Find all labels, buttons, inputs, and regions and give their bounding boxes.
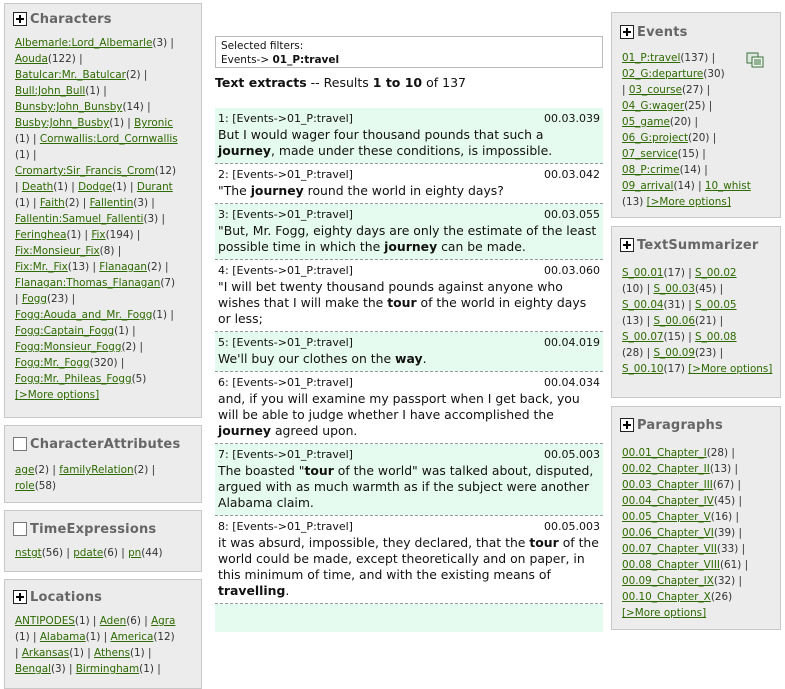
facet-link[interactable]: 10_whist	[704, 180, 751, 192]
facet-link[interactable]: 00.09_Chapter_IX	[622, 575, 714, 587]
facet-link[interactable]: Birmingham	[75, 663, 140, 675]
facet-link[interactable]: Fix:Monsieur_Fix	[15, 245, 100, 257]
result-ref: 00.03.055	[544, 208, 600, 221]
result-item-partial[interactable]	[215, 604, 603, 632]
filter-value: 01_P:travel	[272, 54, 340, 66]
facet-link[interactable]: 00.06_Chapter_VI	[622, 527, 714, 539]
result-tag: [Events->01_P:travel]	[232, 520, 353, 533]
facet-link[interactable]: S_00.08	[695, 331, 737, 343]
facet-count: (1)	[109, 117, 124, 129]
result-ref: 00.04.034	[544, 376, 600, 389]
facet-count: (1)	[15, 631, 30, 643]
facet-link[interactable]: age	[15, 464, 35, 476]
facet-count: (1)	[139, 663, 154, 675]
result-keyword: travelling	[218, 583, 286, 598]
facet-link[interactable]: Fallentin	[89, 197, 134, 209]
events-header[interactable]	[612, 22, 780, 42]
facet-link[interactable]: Athens	[94, 647, 130, 659]
facet-count: (67)	[712, 479, 735, 491]
result-item[interactable]	[215, 516, 603, 604]
facet-count: (15)	[663, 331, 685, 343]
facet-count: (8)	[99, 245, 115, 257]
text-summarizer-panel	[611, 226, 781, 398]
facet-count: (6)	[126, 615, 141, 627]
facet-count: (39)	[713, 527, 736, 539]
more-options-link[interactable]: [>More options]	[688, 363, 773, 375]
facet-link[interactable]: Fogg	[21, 293, 47, 305]
facet-count: (13)	[67, 261, 90, 273]
facet-count: (2)	[133, 464, 149, 476]
facet-count: (1)	[112, 181, 127, 193]
character-attributes-header[interactable]	[5, 434, 201, 454]
result-text: .	[422, 351, 427, 366]
facet-link[interactable]: role	[15, 480, 35, 492]
time-expressions-list: nstgt(56) | pdate(6) | pn(44)	[15, 547, 163, 559]
facet-link[interactable]: Alabama	[39, 631, 86, 643]
facet-count: (56)	[41, 547, 64, 559]
facet-link[interactable]: Durant	[136, 181, 173, 193]
facet-link[interactable]: familyRelation	[59, 464, 134, 476]
selected-filters-box	[215, 36, 603, 68]
panel-title: Paragraphs	[637, 417, 723, 433]
result-number: 4:	[218, 264, 229, 277]
facet-link[interactable]: nstgt	[15, 547, 42, 559]
results-total: 137	[442, 75, 466, 90]
results-range: 1 to 10	[372, 75, 423, 90]
character-attributes-panel	[4, 425, 202, 503]
facet-link[interactable]: Fallentin:Samuel_Fallenti	[15, 213, 144, 225]
result-keyword: journey	[250, 183, 304, 198]
plus-box-icon[interactable]	[620, 25, 634, 39]
result-ref: 00.04.019	[544, 336, 600, 349]
facet-count: (13)	[709, 463, 732, 475]
result-number: 1:	[218, 112, 229, 125]
facet-count: (3)	[133, 197, 148, 209]
result-tag: [Events->01_P:travel]	[232, 336, 353, 349]
facet-link[interactable]: Fogg:Captain_Fogg	[15, 325, 115, 337]
facet-link[interactable]: Death	[21, 181, 54, 193]
result-item[interactable]	[215, 444, 603, 516]
panel-title: Characters	[30, 11, 112, 27]
facet-link[interactable]: Fix	[91, 229, 106, 241]
paragraphs-list: 00.01_Chapter_I(28) | 00.02_Chapter_II(13) | 00.03_Chapter_III(67) | 00.04_Chapter_IV(45) | 00.05_Chapter_V(16) | 00.06_Chapter_VI(39) | 00.07_Chapter_VII(33) | 00.08_Chapter_VIII(61) | 00.09_Chapter_IX(32) | 00.10_Chapter_X(26) [>More options]	[622, 447, 749, 619]
panel-title: Events	[637, 24, 688, 40]
facet-count: (1)	[15, 133, 30, 145]
facet-count: (2)	[64, 197, 80, 209]
result-ref: 00.03.039	[544, 112, 600, 125]
facet-count: (28)	[706, 447, 729, 459]
characters-panel	[4, 3, 202, 418]
facet-link[interactable]: Albemarle:Lord_Albemarle	[15, 37, 153, 49]
panel-title: Locations	[30, 589, 103, 605]
facet-count: (5)	[131, 373, 147, 385]
facet-count: (1)	[85, 85, 100, 97]
facet-count: (13)	[622, 196, 644, 208]
facet-link[interactable]: Agra	[151, 615, 176, 627]
character-attributes-list: age(2) | familyRelation(2) | role(58)	[15, 464, 156, 492]
facet-count: (23)	[695, 347, 717, 359]
facet-count: (14)	[679, 164, 701, 176]
result-keyword: tour	[387, 295, 417, 310]
panel-title: TextSummarizer	[637, 237, 759, 253]
facet-count: (27)	[681, 84, 704, 96]
result-tag: [Events->01_P:travel]	[232, 168, 353, 181]
facet-count: (7)	[160, 277, 176, 289]
facet-link[interactable]: S_00.05	[695, 299, 737, 311]
facet-count: (33)	[716, 543, 739, 555]
facet-link[interactable]: 00.04_Chapter_IV	[622, 495, 714, 507]
facet-link[interactable]: S_00.01	[622, 267, 664, 279]
empty-box-icon[interactable]	[13, 522, 27, 536]
filter-prefix: Events->	[221, 54, 270, 66]
result-text: .	[285, 583, 290, 598]
facet-link[interactable]: Bunsby:John_Bunsby	[15, 101, 123, 113]
facet-link[interactable]: 00.08_Chapter_VIII	[622, 559, 720, 571]
facet-link[interactable]: Fogg:Mr._Phileas_Fogg	[15, 373, 132, 385]
locations-header[interactable]	[5, 587, 201, 607]
result-ref: 00.05.003	[544, 520, 600, 533]
result-text: of the world in eighty days or less;	[218, 295, 587, 326]
more-options-link[interactable]: [>More options]	[646, 196, 731, 208]
facet-link[interactable]: pdate	[73, 547, 104, 559]
export-icon[interactable]	[746, 52, 764, 68]
events-panel	[611, 12, 781, 218]
facet-count: (2)	[34, 464, 50, 476]
facet-count: (194)	[105, 229, 134, 241]
facet-count: (320)	[89, 357, 118, 369]
facet-count: (3)	[50, 663, 66, 675]
facet-count: (30)	[703, 68, 725, 80]
facet-count: (1)	[130, 647, 145, 659]
result-tag: [Events->01_P:travel]	[232, 264, 353, 277]
facet-link[interactable]: Arkansas	[21, 647, 70, 659]
result-number: 8:	[218, 520, 229, 533]
facet-count: (1)	[15, 197, 30, 209]
facet-link[interactable]: 01_P:travel	[622, 52, 681, 64]
facet-link[interactable]: 03_course	[628, 84, 682, 96]
panel-title: CharacterAttributes	[30, 436, 181, 452]
result-number: 6:	[218, 376, 229, 389]
facet-link[interactable]: S_00.06	[653, 315, 695, 327]
facet-link[interactable]: 05_game	[622, 116, 670, 128]
facet-link[interactable]: 00.05_Chapter_V	[622, 511, 711, 523]
facet-link[interactable]: Fogg:Monsieur_Fogg	[15, 341, 122, 353]
text-summarizer-header[interactable]	[612, 235, 780, 255]
facet-link[interactable]: S_00.07	[622, 331, 664, 343]
plus-box-icon[interactable]	[620, 418, 634, 432]
facet-count: (2)	[146, 261, 162, 273]
facet-count: (10)	[622, 283, 644, 295]
result-keyword: way	[395, 351, 423, 366]
result-text: it was absurd, impossible, they declared, that the	[218, 535, 530, 550]
result-text: can be made.	[437, 239, 526, 254]
result-ref: 00.03.042	[544, 168, 600, 181]
results-of: of	[422, 75, 443, 90]
result-text: , made under these conditions, is impossible.	[271, 143, 553, 158]
facet-link[interactable]: Bull:John_Bull	[15, 85, 86, 97]
result-tag: [Events->01_P:travel]	[232, 208, 353, 221]
facet-count: (1)	[66, 229, 82, 241]
facet-count: (14)	[122, 101, 144, 113]
plus-box-icon[interactable]	[13, 590, 27, 604]
result-item[interactable]	[215, 108, 603, 164]
facet-count: (3)	[143, 213, 159, 225]
events-list: 01_P:travel(137) | 02_G:departure(30) | 03_course(27) | 04_G:wager(25) | 05_game(20) | 06_G:project(20) | 07_service(15) | 08_P:crime(14) | 09_arrival(14) | 10_whist (13) [>More options]	[622, 52, 751, 208]
facet-count: (28)	[622, 347, 644, 359]
facet-count: (16)	[710, 511, 733, 523]
facet-count: (26)	[710, 591, 733, 603]
result-item[interactable]	[215, 164, 603, 204]
text-summarizer-list: S_00.01(17) | S_00.02 (10) | S_00.03(45) | S_00.04(31) | S_00.05 (13) | S_00.06(21) | S_00.07(15) | S_00.08 (28) | S_00.09(23) | S_00.10(17) [>More options]	[622, 267, 773, 375]
facet-link[interactable]: Bengal	[15, 663, 51, 675]
facet-count: (2)	[125, 69, 141, 81]
facet-count: (1)	[15, 149, 30, 161]
result-number: 5:	[218, 336, 229, 349]
facet-link[interactable]: Fogg:Aouda_and_Mr._Fogg	[15, 309, 153, 321]
facet-link[interactable]: ANTIPODES	[15, 615, 75, 627]
result-keyword: journey	[218, 143, 271, 158]
facet-count: (1)	[85, 631, 101, 643]
facet-count: (13)	[622, 315, 644, 327]
plus-box-icon[interactable]	[620, 238, 634, 252]
result-text: of the world could be made, except theoretically and on paper, in this minimum of time, and with the existing means of	[218, 535, 599, 582]
facet-count: (32)	[713, 575, 736, 587]
result-tag: [Events->01_P:travel]	[232, 448, 353, 461]
facet-link[interactable]: S_00.10	[622, 363, 664, 375]
facet-link[interactable]: Fogg:Mr._Fogg	[15, 357, 90, 369]
facet-link[interactable]: Aouda	[15, 53, 48, 65]
facet-link[interactable]: Cromarty:Sir_Francis_Crom	[15, 165, 155, 177]
more-options-link[interactable]: [>More options]	[15, 389, 100, 401]
facet-link[interactable]: Busby:John_Busby	[15, 117, 110, 129]
facet-count: (12)	[154, 165, 177, 177]
facet-count: (23)	[46, 293, 69, 305]
results-list	[215, 108, 603, 632]
facet-count: (122)	[47, 53, 76, 65]
facet-link[interactable]: 09_arrival	[622, 180, 674, 192]
result-ref: 00.05.003	[544, 448, 600, 461]
facet-link[interactable]: Faith	[39, 197, 65, 209]
result-ref: 00.03.060	[544, 264, 600, 277]
facet-count: (12)	[153, 631, 175, 643]
result-text: "The	[218, 183, 251, 198]
facet-link[interactable]: 00.10_Chapter_X	[622, 591, 711, 603]
facet-link[interactable]: Fix:Mr._Fix	[15, 261, 68, 273]
facet-count: (1)	[53, 181, 68, 193]
results-header	[215, 75, 466, 90]
result-text: agreed upon.	[271, 423, 358, 438]
facet-link[interactable]: S_00.04	[622, 299, 664, 311]
facet-link[interactable]: 04_G:wager	[622, 100, 685, 112]
facet-link[interactable]: S_00.03	[653, 283, 695, 295]
facet-count: (6)	[103, 547, 118, 559]
paragraphs-panel	[611, 406, 781, 630]
facet-count: (3)	[152, 37, 168, 49]
facet-link[interactable]: Batulcar:Mr._Batulcar	[15, 69, 126, 81]
result-keyword: tour	[304, 463, 334, 478]
facet-count: (20)	[688, 132, 710, 144]
time-expressions-panel	[4, 510, 202, 572]
facet-count: (17)	[663, 267, 685, 279]
result-text: of the world" was talked about, disputed, argued with as much warmth as if the subject were another Alabama claim.	[218, 463, 594, 510]
facet-link[interactable]: S_00.09	[653, 347, 695, 359]
result-item[interactable]	[215, 332, 603, 372]
result-text: We'll buy our clothes on the	[218, 351, 396, 366]
result-keyword: journey	[218, 423, 271, 438]
facet-count: (15)	[677, 148, 699, 160]
results-sep: -- Results	[306, 75, 373, 90]
characters-header[interactable]	[5, 9, 201, 29]
facet-count: (45)	[695, 283, 717, 295]
facet-count: (21)	[695, 315, 717, 327]
facet-count: (2)	[121, 341, 137, 353]
facet-count: (1)	[152, 309, 168, 321]
more-options-link[interactable]: [>More options]	[622, 607, 707, 619]
facet-link[interactable]: 08_P:crime	[622, 164, 680, 176]
result-text: and, if you will examine my passport when I get back, you will be able to judge whether I have accomplished the	[218, 391, 580, 422]
facet-count: (17)	[663, 363, 685, 375]
facet-link[interactable]: pn	[128, 547, 142, 559]
facet-count: (1)	[114, 325, 129, 337]
results-title: Text extracts	[215, 75, 307, 90]
facet-link[interactable]: 06_G:project	[622, 132, 689, 144]
facet-count: (14)	[673, 180, 695, 192]
facet-link[interactable]: Cornwallis:Lord_Cornwallis	[39, 133, 178, 145]
result-text: round the world in eighty days?	[303, 183, 504, 198]
characters-list: Albemarle:Lord_Albemarle(3) | Aouda(122) | Batulcar:Mr._Batulcar(2) | Bull:John_Bull(1) | Bunsby:John_Bunsby(14) | Busby:John_Busby(1) | Byronic (1) | Cornwallis:Lord_Cornwallis (1) | Cromarty:Sir_Francis_Crom(12) | Death(1) | Dodge(1) | Durant (1) | Faith(2) | Fallentin(3) | Fallentin:Samuel_Fallenti(3) | Feringhea(1) | Fix(194) | Fix:Monsieur_Fix(8) | Fix:Mr._Fix(13) | Flanagan(2) | Flanagan:Thomas_Flanagan(7) | Fogg(23) | Fogg:Aouda_and_Mr._Fogg(1) | Fogg:Captain_Fogg(1) | Fogg:Monsieur_Fogg(2) | Fogg:Mr._Fogg(320) | Fogg:Mr._Phileas_Fogg(5) [>More options]	[15, 37, 178, 401]
facet-count: (25)	[684, 100, 706, 112]
result-keyword: tour	[529, 535, 559, 550]
facet-link[interactable]: America	[110, 631, 154, 643]
facet-count: (58)	[34, 480, 57, 492]
facet-link[interactable]: Aden	[99, 615, 127, 627]
facet-count: (20)	[669, 116, 692, 128]
facet-link[interactable]: 00.07_Chapter_VII	[622, 543, 717, 555]
result-item[interactable]	[215, 204, 603, 260]
result-number: 3:	[218, 208, 229, 221]
selected-filter-path[interactable]	[221, 53, 597, 67]
result-text: "But, Mr. Fogg, eighty days are only the estimate of the least possible time in which the	[218, 223, 597, 254]
result-item[interactable]	[215, 260, 603, 332]
facet-link[interactable]: Byronic	[134, 117, 173, 129]
paragraphs-header[interactable]	[612, 415, 780, 435]
facet-link[interactable]: 00.01_Chapter_I	[622, 447, 707, 459]
facet-link[interactable]: 02_G:departure	[622, 68, 704, 80]
facet-count: (45)	[713, 495, 736, 507]
result-tag: [Events->01_P:travel]	[232, 376, 353, 389]
facet-count: (1)	[69, 647, 84, 659]
result-number: 2:	[218, 168, 229, 181]
facet-link[interactable]: 07_service	[622, 148, 678, 160]
plus-box-icon[interactable]	[13, 12, 27, 26]
locations-panel	[4, 579, 202, 689]
facet-link[interactable]: Feringhea	[15, 229, 67, 241]
result-text: The boasted "	[218, 463, 305, 478]
result-item[interactable]	[215, 372, 603, 444]
locations-list: ANTIPODES(1) | Aden(6) | Agra (1) | Alabama(1) | America(12) | Arkansas(1) | Athens(1) | Bengal(3) | Birmingham(1) |	[15, 615, 176, 675]
panel-title: TimeExpressions	[30, 521, 157, 537]
facet-link[interactable]: Dodge	[78, 181, 113, 193]
facet-link[interactable]: S_00.02	[695, 267, 737, 279]
empty-box-icon[interactable]	[13, 437, 27, 451]
facet-link[interactable]: 00.02_Chapter_II	[622, 463, 710, 475]
facet-link[interactable]: 00.03_Chapter_III	[622, 479, 713, 491]
facet-link[interactable]: Flanagan:Thomas_Flanagan	[15, 277, 161, 289]
time-expressions-header[interactable]	[5, 519, 201, 539]
result-text: "I will bet twenty thousand pounds against anyone who wishes that I will make the	[218, 279, 563, 310]
facet-count: (1)	[74, 615, 90, 627]
result-number: 7:	[218, 448, 229, 461]
result-tag: [Events->01_P:travel]	[232, 112, 353, 125]
result-text: But I would wager four thousand pounds that such a	[218, 127, 544, 142]
facet-link[interactable]: Flanagan	[99, 261, 147, 273]
facet-count: (31)	[663, 299, 685, 311]
selected-filters-label: Selected filters:	[221, 40, 304, 52]
facet-count: (44)	[141, 547, 163, 559]
facet-count: (137)	[680, 52, 709, 64]
result-keyword: journey	[384, 239, 438, 254]
facet-count: (61)	[719, 559, 742, 571]
